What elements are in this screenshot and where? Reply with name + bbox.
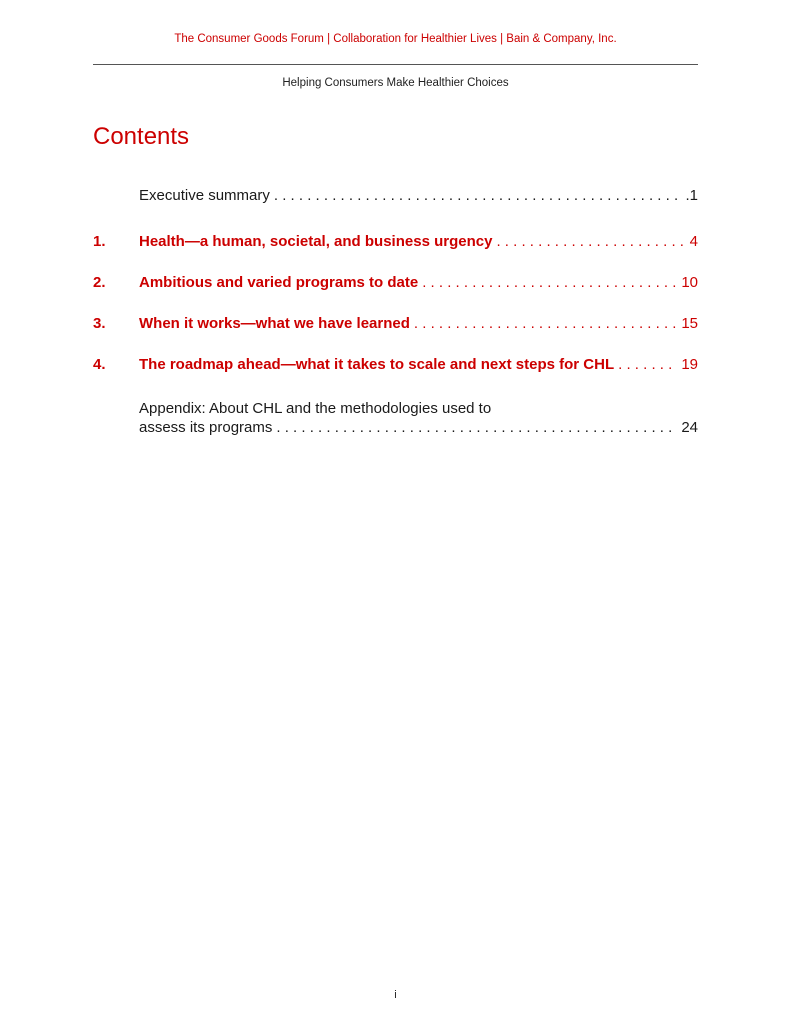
header-divider	[93, 64, 698, 65]
toc-label: When it works—what we have learned	[139, 315, 410, 332]
toc-label: The roadmap ahead—what it takes to scale and next steps for CHL	[139, 356, 615, 373]
toc-label: Appendix: About CHL and the methodologies used to	[139, 400, 492, 417]
toc-entry-section-3[interactable]	[93, 314, 698, 333]
section-number: 1.	[93, 233, 106, 250]
toc-entry-section-4[interactable]	[93, 355, 698, 374]
toc-label: Health—a human, societal, and business urgency	[139, 233, 493, 250]
toc-page-number: 24	[681, 419, 698, 436]
dot-leader	[414, 314, 677, 333]
toc-label-continued: assess its programs	[139, 419, 273, 436]
dot-leader	[274, 186, 682, 205]
toc-page-number: 15	[681, 315, 698, 332]
toc-entry-section-1[interactable]	[93, 232, 698, 251]
toc-page-number: 10	[681, 274, 698, 291]
section-number: 2.	[93, 274, 106, 291]
page-number: i	[394, 989, 397, 1001]
toc-label: Executive summary	[139, 187, 270, 204]
toc-page-number: 19	[681, 356, 698, 373]
dot-leader	[276, 418, 677, 437]
toc-label: Ambitious and varied programs to date	[139, 274, 419, 291]
dot-leader	[422, 273, 677, 292]
dot-leader	[618, 355, 677, 374]
toc-page-number: .1	[685, 187, 698, 204]
section-number: 3.	[93, 315, 106, 332]
toc-entry-appendix[interactable]	[93, 399, 698, 437]
section-number: 4.	[93, 356, 106, 373]
document-subtitle: Helping Consumers Make Healthier Choices	[282, 77, 509, 89]
dot-leader	[496, 232, 685, 251]
table-of-contents	[93, 186, 698, 437]
running-header: The Consumer Goods Forum | Collaboration for Healthier Lives | Bain & Company, Inc.	[174, 33, 617, 45]
toc-entry-executive-summary[interactable]	[93, 186, 698, 205]
toc-page-number: 4	[689, 233, 698, 250]
contents-heading: Contents	[93, 123, 190, 150]
toc-entry-section-2[interactable]	[93, 273, 698, 292]
